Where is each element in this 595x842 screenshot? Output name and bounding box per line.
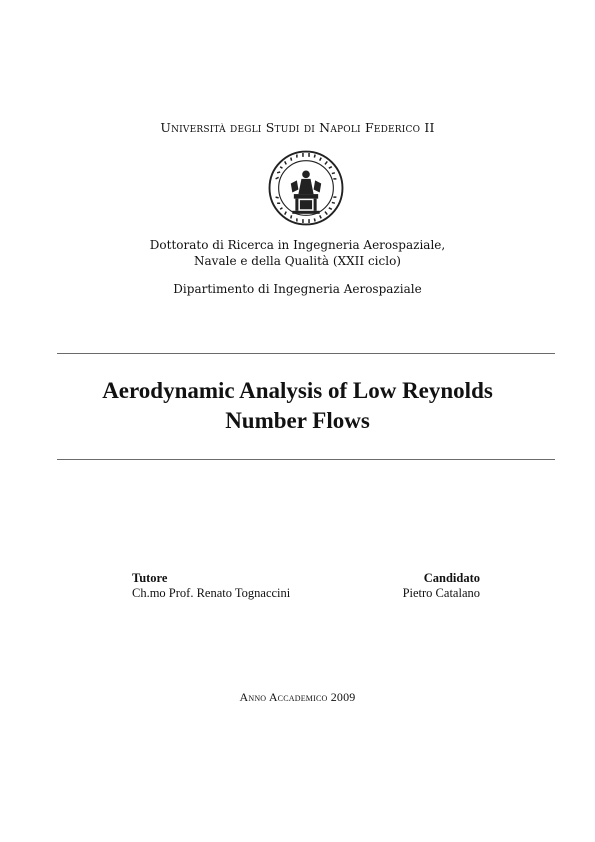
tutor-name: Ch.mo Prof. Renato Tognaccini — [132, 586, 291, 600]
doctorate-line-1: Dottorato di Ricerca in Ingegneria Aerospaziale, — [149, 238, 446, 252]
academic-year: Anno Accademico 2009 — [239, 690, 356, 704]
university-seal-icon — [268, 150, 344, 226]
doctorate-program — [0, 237, 595, 269]
candidate-name: Pietro Catalano — [402, 586, 480, 600]
thesis-title — [0, 376, 595, 436]
department-name: Dipartimento di Ingegneria Aerospaziale — [173, 282, 422, 296]
university-name: Università degli Studi di Napoli Federico II — [160, 120, 435, 135]
tutor-role: Tutore — [132, 571, 168, 585]
candidate-block — [403, 571, 480, 601]
title-rule-bottom — [57, 459, 555, 460]
tutor-block — [132, 571, 290, 601]
thesis-title-line-2: Number Flows — [225, 408, 370, 433]
doctorate-line-2: Navale e della Qualità (XXII ciclo) — [194, 254, 401, 268]
thesis-title-line-1: Aerodynamic Analysis of Low Reynolds — [102, 378, 493, 403]
title-rule-top — [57, 353, 555, 354]
candidate-role: Candidato — [423, 571, 480, 585]
